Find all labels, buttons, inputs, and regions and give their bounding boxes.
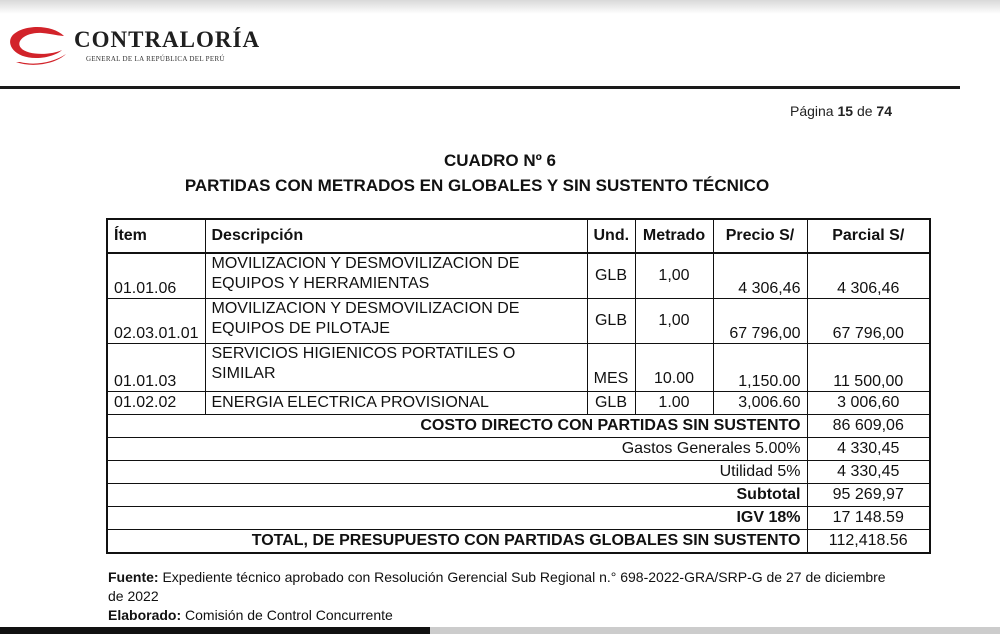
- summary-row-subtotal: [107, 484, 930, 507]
- budget-table: [106, 218, 931, 554]
- desc-line-1: MOVILIZACION Y DESMOVILIZACION DE: [211, 300, 520, 317]
- cell-quantity: 1.00: [635, 392, 713, 415]
- org-subtitle: GENERAL DE LA REPÚBLICA DEL PERÚ: [86, 55, 225, 63]
- summary-label: TOTAL, DE PRESUPUESTO CON PARTIDAS GLOBALES SIN SUSTENTO: [107, 530, 807, 554]
- cell-unit: GLB: [587, 299, 635, 344]
- cell-description: ENERGIA ELECTRICA PROVISIONAL: [205, 392, 587, 415]
- col-header-partial: Parcial S/: [807, 219, 930, 253]
- contraloria-logo: [6, 24, 266, 70]
- col-header-price: Precio S/: [713, 219, 807, 253]
- source-text-line1: Expediente técnico aprobado con Resolución Gerencial Sub Regional n.° 698-2022-GRA/SRP-G de 27 de diciembre: [162, 569, 886, 585]
- prepared-label: Elaborado:: [108, 607, 182, 623]
- cell-description: [205, 253, 587, 299]
- summary-row-profit: [107, 461, 930, 484]
- document-subtitle: PARTIDAS CON METRADOS EN GLOBALES Y SIN SUSTENTO TÉCNICO: [184, 176, 770, 195]
- cell-description: [205, 299, 587, 344]
- cell-price: 67 796,00: [713, 299, 807, 344]
- summary-value: 95 269,97: [807, 484, 930, 507]
- summary-value: 112,418.56: [807, 530, 930, 554]
- summary-label: Utilidad 5%: [107, 461, 807, 484]
- summary-label: COSTO DIRECTO CON PARTIDAS SIN SUSTENTO: [107, 415, 807, 438]
- cell-unit: MES: [587, 344, 635, 392]
- desc-line-1: MOVILIZACION Y DESMOVILIZACION DE: [211, 255, 520, 272]
- col-header-quantity: Metrado: [635, 219, 713, 253]
- cell-price: 3,006.60: [713, 392, 807, 415]
- cell-quantity: 1,00: [635, 253, 713, 299]
- desc-line-1: SERVICIOS HIGIENICOS PORTATILES O: [211, 345, 516, 362]
- desc-line-2: EQUIPOS Y HERRAMIENTAS: [211, 275, 430, 292]
- col-header-item: Ítem: [107, 219, 205, 253]
- summary-row-overhead: [107, 438, 930, 461]
- table-row: [107, 392, 930, 415]
- summary-row-igv: [107, 507, 930, 530]
- cell-unit: GLB: [587, 253, 635, 299]
- cell-item: 01.01.06: [107, 253, 205, 299]
- cell-partial: 11 500,00: [807, 344, 930, 392]
- summary-value: 86 609,06: [807, 415, 930, 438]
- cell-price: 1,150.00: [713, 344, 807, 392]
- col-header-unit: Und.: [587, 219, 635, 253]
- cell-quantity: 1,00: [635, 299, 713, 344]
- org-name: CONTRALORÍA: [74, 27, 261, 52]
- page-number: [790, 103, 892, 119]
- table-header-row: [107, 219, 930, 253]
- summary-value: 4 330,45: [807, 461, 930, 484]
- top-edge-shade: [0, 0, 1000, 14]
- table-row: [107, 299, 930, 344]
- summary-row-direct-cost: [107, 415, 930, 438]
- cell-description: [205, 344, 587, 392]
- desc-line-2: SIMILAR: [211, 365, 276, 382]
- cell-partial: 3 006,60: [807, 392, 930, 415]
- summary-label: Subtotal: [107, 484, 807, 507]
- summary-value: 4 330,45: [807, 438, 930, 461]
- summary-value: 17 148.59: [807, 507, 930, 530]
- summary-row-total: [107, 530, 930, 554]
- source-note: [108, 569, 886, 585]
- source-label: Fuente:: [108, 569, 159, 585]
- cell-partial: 67 796,00: [807, 299, 930, 344]
- cell-item: 01.01.03: [107, 344, 205, 392]
- prepared-text: Comisión de Control Concurrente: [185, 607, 393, 623]
- page-of: de: [856, 103, 873, 119]
- cell-quantity: 10.00: [635, 344, 713, 392]
- contraloria-swoosh-icon: [6, 24, 70, 66]
- header-rule: [0, 86, 960, 89]
- page-label: Página: [790, 103, 834, 119]
- summary-label: Gastos Generales 5.00%: [107, 438, 807, 461]
- page-current: 15: [837, 103, 854, 119]
- cell-price: 4 306,46: [713, 253, 807, 299]
- summary-label: IGV 18%: [107, 507, 807, 530]
- table-row: [107, 253, 930, 299]
- table-row: [107, 344, 930, 392]
- prepared-note: [108, 607, 393, 623]
- cell-item: 01.02.02: [107, 392, 205, 415]
- cell-item: 02.03.01.01: [107, 299, 205, 344]
- col-header-description: Descripción: [205, 219, 587, 253]
- cell-unit: GLB: [587, 392, 635, 415]
- cell-partial: 4 306,46: [807, 253, 930, 299]
- bottom-edge-shade: [0, 627, 1000, 634]
- page-total: 74: [876, 103, 892, 119]
- desc-line-2: EQUIPOS DE PILOTAJE: [211, 320, 390, 337]
- document-title: CUADRO Nº 6: [444, 151, 556, 170]
- source-text-line2: de 2022: [108, 588, 159, 604]
